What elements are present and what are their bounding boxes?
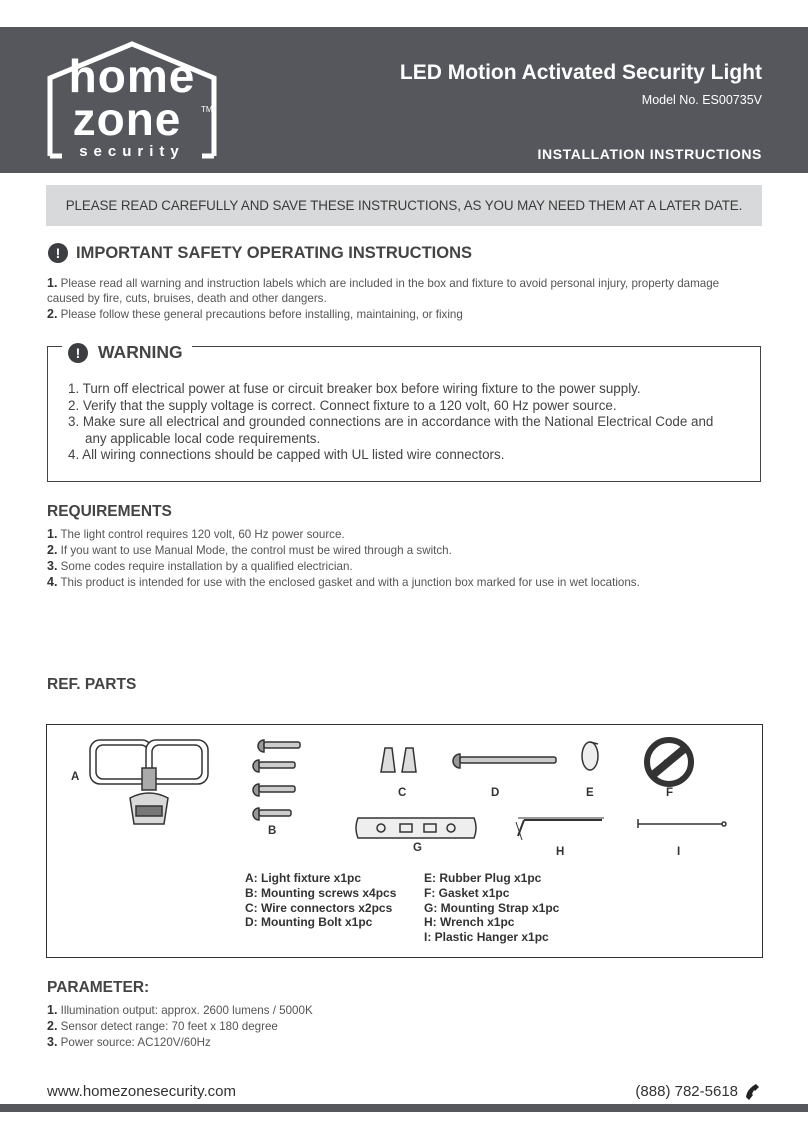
mounting-bolt-drawing (453, 754, 556, 768)
part-label: D (491, 787, 500, 799)
svg-text:security: security (79, 143, 185, 160)
svg-text:home: home (68, 50, 196, 102)
light-fixture-drawing (90, 740, 208, 824)
phone-icon (746, 1083, 760, 1101)
product-title: LED Motion Activated Security Light (399, 61, 762, 84)
mounting-screws-drawing (253, 740, 300, 820)
svg-text:TM: TM (201, 105, 213, 114)
requirements-heading: REQUIREMENTS (47, 503, 172, 520)
wire-connectors-drawing (381, 748, 416, 772)
part-label: B (268, 825, 277, 837)
home-zone-logo (44, 40, 220, 160)
gasket-drawing (647, 740, 691, 784)
warning-line: 3. Make sure all electrical and grounded connections are in accordance with the National Electrical Code and (68, 414, 714, 429)
parts-illustration (46, 724, 763, 958)
requirement-item: 3. Some codes require installation by a qualified electrician. (47, 559, 353, 573)
exclamation-icon: ! (48, 243, 68, 263)
exclamation-icon: ! (68, 343, 88, 363)
warning-label (62, 338, 192, 364)
parameter-item: 2. Sensor detect range: 70 feet x 180 degree (47, 1019, 278, 1033)
safety-item: 2. Please follow these general precautions before installing, maintaining, or fixing (47, 307, 463, 321)
parameter-item: 3. Power source: AC120V/60Hz (47, 1035, 211, 1049)
model-number: Model No. ES00735V (641, 93, 762, 107)
rubber-plug-drawing (582, 742, 598, 770)
part-label: F (666, 787, 674, 799)
section-title: INSTALLATION INSTRUCTIONS (537, 146, 762, 162)
part-label: A (71, 771, 80, 783)
warning-line: 2. Verify that the supply voltage is correct. Connect fixture to a 120 volt, 60 Hz power source. (68, 398, 617, 413)
warning-line: 4. All wiring connections should be capped with UL listed wire connectors. (68, 447, 505, 462)
svg-text:zone: zone (72, 93, 182, 145)
website-link[interactable]: www.homezonesecurity.com (47, 1083, 236, 1100)
warning-line: 1. Turn off electrical power at fuse or circuit breaker box before wiring fixture to the power supply. (68, 381, 641, 396)
parameter-heading: PARAMETER: (47, 979, 150, 996)
requirement-item: 2. If you want to use Manual Mode, the control must be wired through a switch. (47, 543, 452, 557)
parts-legend-right: E: Rubber Plug x1pc F: Gasket x1pc G: Mounting Strap x1pc H: Wrench x1pc I: Plastic Hanger x1pc (424, 871, 560, 945)
footer-bar (0, 1104, 808, 1112)
part-label: E (586, 787, 594, 799)
part-label: I (677, 846, 681, 858)
part-label: C (398, 787, 407, 799)
requirement-item: 4. This product is intended for use with the enclosed gasket and with a junction box marked for use in wet locations. (47, 575, 640, 589)
wrench-drawing (516, 818, 604, 840)
requirement-item: 1. The light control requires 120 volt, 60 Hz power source. (47, 527, 345, 541)
safety-heading: IMPORTANT SAFETY OPERATING INSTRUCTIONS (76, 244, 473, 262)
part-label: H (556, 846, 565, 858)
notice-banner: PLEASE READ CAREFULLY AND SAVE THESE INSTRUCTIONS, AS YOU MAY NEED THEM AT A LATER DATE. (46, 185, 762, 226)
plastic-hanger-drawing (638, 819, 726, 828)
part-label: G (413, 842, 422, 854)
parts-legend-left: A: Light fixture x1pc B: Mounting screws x4pcs C: Wire connectors x2pcs D: Mounting Bolt x1pc (245, 871, 397, 930)
parts-heading: REF. PARTS (47, 676, 137, 693)
warning-title: WARNING (98, 342, 183, 362)
parameter-item: 1. Illumination output: approx. 2600 lumens / 5000K (47, 1003, 313, 1017)
safety-item: 1. Please read all warning and instruction labels which are included in the box and fixture to avoid personal injury, property damage caused by fire, cuts, bruises, death and other dangers. (47, 276, 720, 305)
mounting-strap-drawing (356, 818, 476, 838)
phone-number[interactable]: (888) 782-5618 (635, 1083, 738, 1100)
warning-line: any applicable local code requirements. (85, 431, 321, 446)
